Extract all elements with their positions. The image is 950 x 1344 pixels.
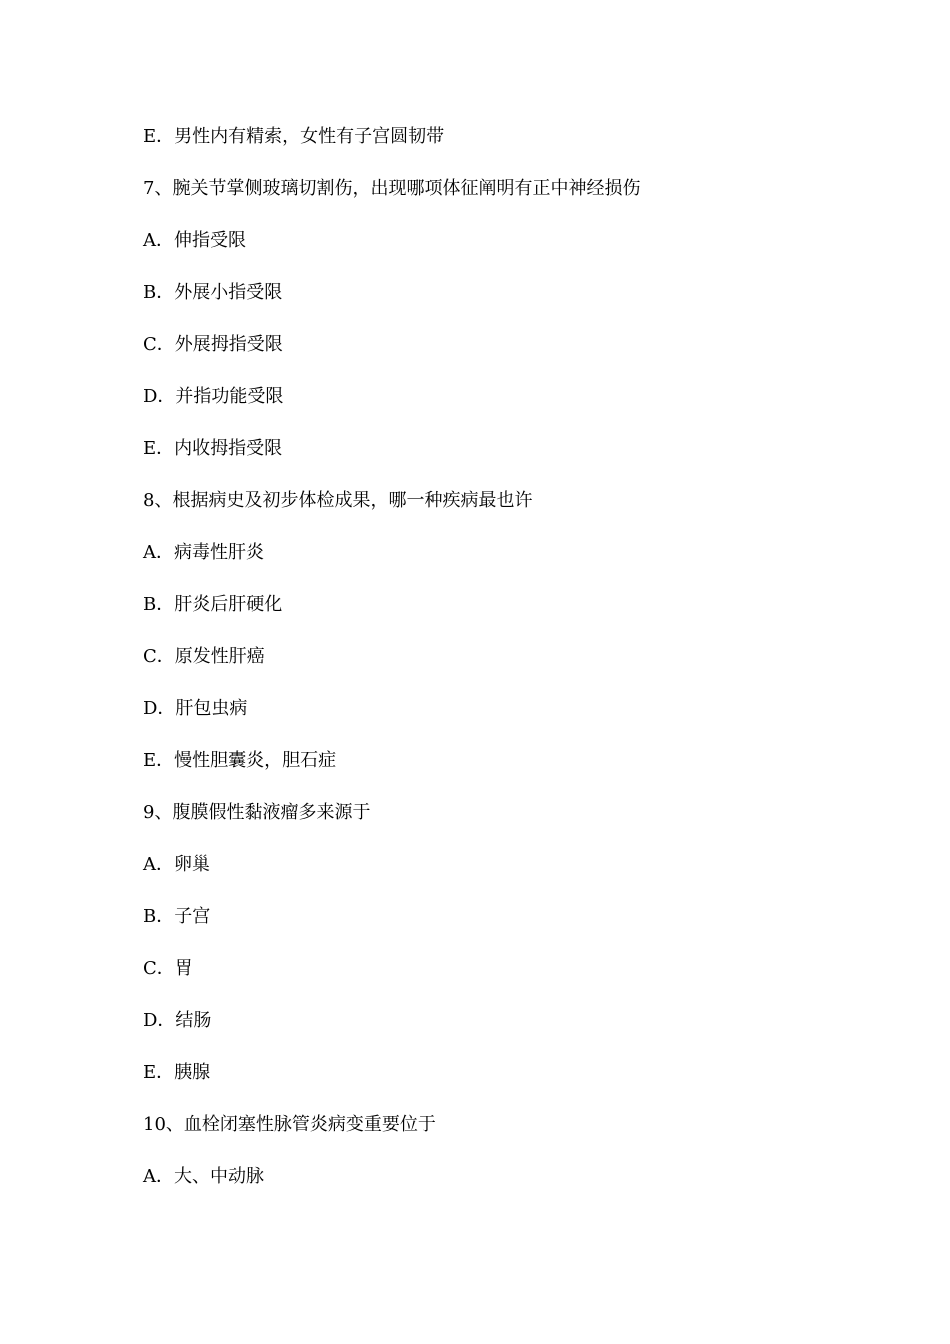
- option-d: D．结肠: [143, 1010, 212, 1031]
- option-c: C．原发性肝癌: [143, 646, 265, 667]
- question-9: 9、腹膜假性黏液瘤多来源于: [143, 802, 371, 823]
- question-8: 8、根据病史及初步体检成果，哪一种疾病最也许: [143, 490, 533, 511]
- option-b: B．外展小指受限: [143, 282, 283, 303]
- option-a: A．伸指受限: [143, 230, 246, 251]
- question-list: [143, 123, 863, 1215]
- option-e: E．内收拇指受限: [143, 438, 283, 459]
- option-c: C．胃: [143, 958, 193, 979]
- option-e: E．胰腺: [143, 1062, 211, 1083]
- question-7: 7、腕关节掌侧玻璃切割伤，出现哪项体征阐明有正中神经损伤: [143, 178, 641, 199]
- option-c: C．外展拇指受限: [143, 334, 283, 355]
- option-b: B．子宫: [143, 906, 211, 927]
- option-a: A．卵巢: [143, 854, 210, 875]
- option-a: A．大、中动脉: [143, 1166, 264, 1187]
- option-e: E．慢性胆囊炎，胆石症: [143, 750, 337, 771]
- option-b: B．肝炎后肝硬化: [143, 594, 283, 615]
- option-d: D．并指功能受限: [143, 386, 284, 407]
- option-d: D．肝包虫病: [143, 698, 248, 719]
- option-e: E．男性内有精索，女性有子宫圆韧带: [143, 126, 445, 147]
- question-10: 10、血栓闭塞性脉管炎病变重要位于: [143, 1114, 436, 1135]
- option-a: A．病毒性肝炎: [143, 542, 264, 563]
